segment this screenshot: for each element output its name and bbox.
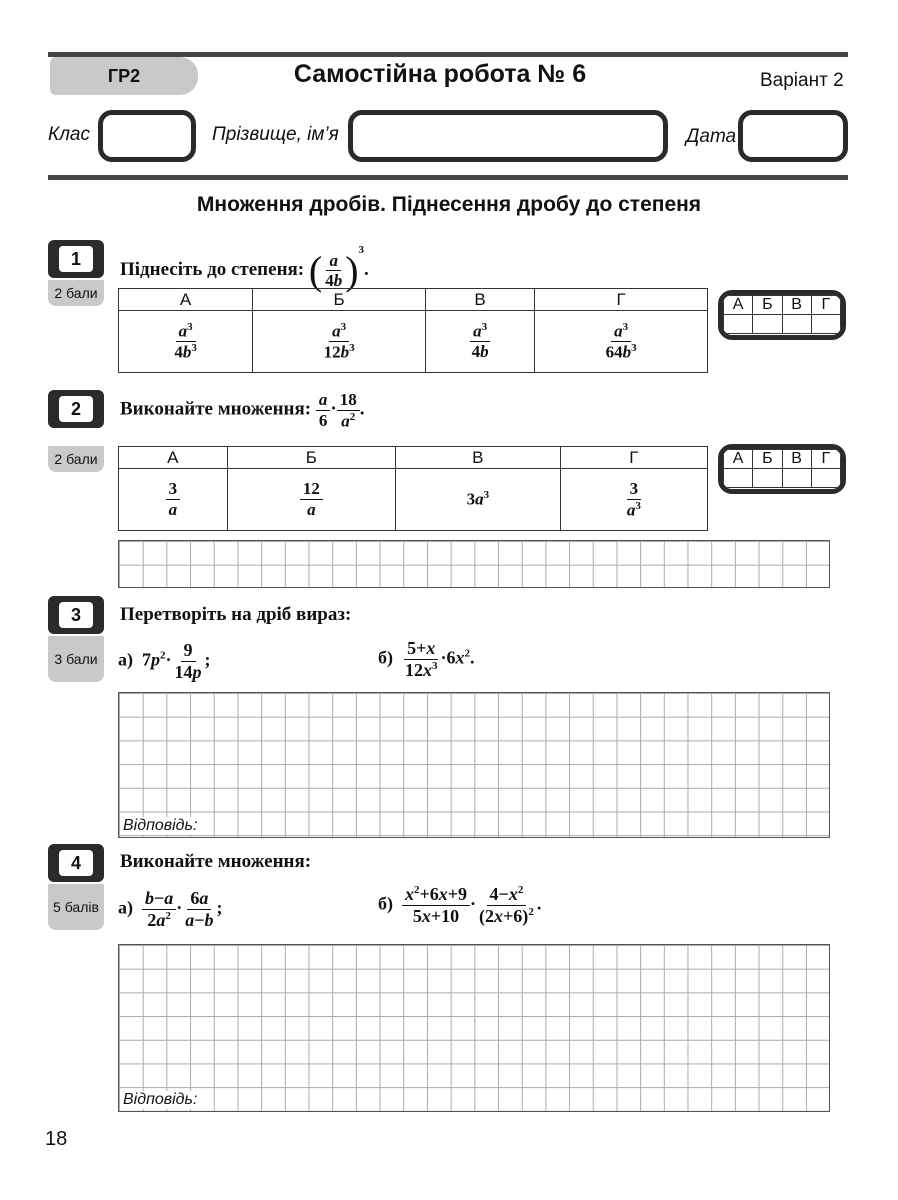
- task-4-part-b: б) $\frac{x^2+6x+9}{5x+10}$ · $\frac{4-x^2}{(2x+6)^2}$ .: [378, 884, 542, 926]
- task-points: 5 балів: [48, 884, 104, 930]
- class-label: Клас: [48, 124, 90, 145]
- task-3-part-a: а) $7p^2\cdot$ $\frac{9}{14p}$ ;: [118, 640, 211, 682]
- topic-subtitle: Множення дробів. Піднесення дробу до степеня: [196, 193, 702, 216]
- task-number: 3: [59, 602, 93, 628]
- task-2-work-grid[interactable]: [118, 540, 830, 588]
- option-d[interactable]: $\frac{a^3}{64b^3}$: [535, 311, 708, 373]
- task-number: 2: [59, 396, 93, 422]
- task-points: 2 бали: [48, 446, 104, 472]
- task-number: 4: [59, 850, 93, 876]
- task-3-text: Перетворіть на дріб вираз:: [120, 604, 352, 625]
- task-4-work-grid[interactable]: [118, 944, 830, 1112]
- page-number: 18: [45, 1128, 68, 1150]
- variant-label: Варіант 2: [760, 70, 844, 91]
- task-2-options: А Б В Г $\frac{3}{a}$ $\frac{12}{a}$ $3a^3$ $\frac{3}{a^3}$: [118, 446, 708, 531]
- option-b[interactable]: $\frac{12}{a}$: [227, 469, 395, 531]
- task-2-answer-box[interactable]: А Б В Г: [718, 444, 846, 494]
- header-rule: [48, 175, 848, 180]
- name-label: Прізвище, ім’я: [212, 124, 339, 145]
- name-field[interactable]: [348, 110, 668, 162]
- date-field[interactable]: [738, 110, 848, 162]
- option-c[interactable]: $\frac{a^3}{4b}$: [426, 311, 535, 373]
- answer-label: Відповідь:: [123, 817, 198, 834]
- task-points: 2 бали: [48, 280, 104, 306]
- date-label: Дата: [686, 126, 737, 147]
- option-c[interactable]: $3a^3$: [395, 469, 560, 531]
- option-d[interactable]: $\frac{3}{a^3}$: [560, 469, 707, 531]
- class-field[interactable]: [98, 110, 196, 162]
- task-1-options: А Б В Г $\frac{a^3}{4b^3}$ $\frac{a^3}{12b^3}$ $\frac{a^3}{4b}$ $\frac{a^3}{64b^3}$: [118, 288, 708, 373]
- task-3-part-b: б) $\frac{5+x}{12x^3}$ $\cdot 6x^2$.: [378, 638, 475, 680]
- task-3-badge: [48, 596, 104, 682]
- task-1-text: Піднесіть до степеня: ( $\frac{a}{4b}$ )$^3$.: [120, 244, 369, 294]
- task-3-work-grid[interactable]: [118, 692, 830, 838]
- task-4-text: Виконайте множення:: [120, 851, 312, 872]
- task-1-badge: [48, 240, 104, 306]
- task-2-badge: [48, 390, 104, 472]
- task-number: 1: [59, 246, 93, 272]
- task-4-part-a: а) $\frac{b-a}{2a^2}$ · $\frac{6a}{a-b}$ ;: [118, 888, 223, 930]
- group-badge: ГР2: [50, 57, 198, 95]
- option-b[interactable]: $\frac{a^3}{12b^3}$: [253, 311, 426, 373]
- page-title: Самостійна робота № 6: [293, 60, 587, 88]
- option-a[interactable]: $\frac{3}{a}$: [119, 469, 228, 531]
- task-1-answer-box[interactable]: А Б В Г: [718, 290, 846, 340]
- option-a[interactable]: $\frac{a^3}{4b^3}$: [119, 311, 253, 373]
- task-4-badge: [48, 844, 104, 930]
- task-points: 3 бали: [48, 636, 104, 682]
- task-2-text: Виконайте множення: $\frac{a}{6}$ · $\frac{18}{a^2}$ .: [120, 390, 365, 431]
- answer-label: Відповідь:: [123, 1091, 198, 1108]
